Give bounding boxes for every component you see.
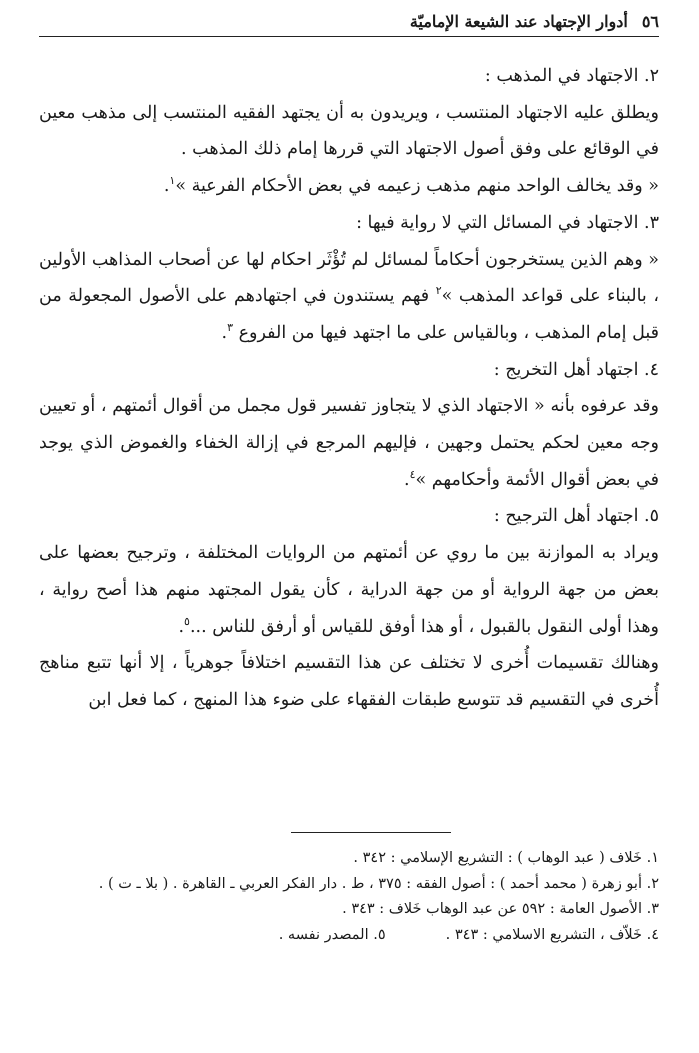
page-header bbox=[39, 8, 659, 34]
punctuation: . bbox=[163, 176, 170, 197]
quote-text: « وقد يخالف الواحد منهم مذهب زعيمه في بعض الأحكام الفرعية » bbox=[175, 176, 659, 197]
punctuation: . bbox=[221, 322, 228, 343]
footnote-ref: ٤ bbox=[409, 467, 416, 481]
footnote-ref: ٣ bbox=[227, 321, 234, 335]
footnote-row bbox=[39, 923, 659, 949]
footnote-ref: ٥ bbox=[184, 614, 190, 628]
footnote-ref: ٢ bbox=[435, 284, 442, 298]
paragraph: وهنالك تقسيمات أُخرى لا تختلف عن هذا التقسيم اختلافاً جوهرياً ، إلا أنها تتبع مناهج أُخرى في التقسيم قد تتوسع طبقات الفقهاء على ضوء هذا المنهج ، كما فعل ابن bbox=[39, 653, 659, 710]
paragraph-continuation: فهم يستندون في اجتهادهم على الأصول المجعولة من قبل إمام المذهب ، وبالقياس على ما اجتهد فيها من الفروع bbox=[39, 286, 659, 343]
paragraph-text: ويراد به الموازنة بين ما روي عن أئمتهم من الروايات المختلفة ، وترجيح بعضها على بعض من جهة الرواية أو من جهة الدراية ، كأن يقول المجتهد منهم هذا أصح رواية ، وهذا أولى النقول بالقبول ، أو هذا أوفق للقياس أو أرفق للناس ... bbox=[39, 543, 659, 637]
paragraph: ويطلق عليه الاجتهاد المنتسب ، ويريدون به أن يجتهد الفقيه المنتسب إلى مذهب معين في الوقائع على وفق أصول الاجتهاد التي قررها إمام ذلك المذهب . bbox=[39, 102, 659, 160]
footnotes bbox=[39, 846, 659, 948]
footnote-5: ٥. المصدر نفسه . bbox=[278, 926, 386, 943]
paragraph bbox=[39, 535, 659, 645]
footnote-1: ١. خَلاف ( عبد الوهاب ) : التشريع الإسلامي : ٣٤٢ . bbox=[353, 850, 659, 866]
quote-paragraph bbox=[39, 168, 659, 205]
quote-paragraph bbox=[39, 242, 659, 352]
page-number: ٥٦ bbox=[641, 11, 659, 31]
footnote-3: ٣. الأصول العامة : ٥٩٢ عن عبد الوهاب خَلاف : ٣٤٣ . bbox=[342, 901, 659, 917]
section-heading-2: ٢. الاجتهاد في المذهب : bbox=[484, 66, 659, 86]
section-heading-5: ٥. اجتهاد أهل الترجيح : bbox=[493, 506, 659, 527]
footnote-divider bbox=[291, 832, 451, 833]
punctuation: . bbox=[178, 616, 185, 637]
paragraph-text: وقد عرفوه بأنه « الاجتهاد الذي لا يتجاوز تفسير قول مجمل من أقوال أئمتهم ، أو تعيين وجه معين لحكم يحتمل وجهين ، فإليهم المرجع في إزالة الخفاء والغموض الذي يوجد في بعض أقوال الأئمة وأحكامهم » bbox=[39, 396, 659, 490]
quote-text: « وهم الذين يستخرجون أحكاماً لمسائل لم تُؤْثَر احكام لها عن أصحاب المذاهب الأولين ، بالبناء على قواعد المذهب » bbox=[39, 249, 659, 307]
main-text bbox=[39, 58, 659, 719]
running-title: أدوار الإجتهاد عند الشيعة الإماميّة bbox=[409, 11, 628, 31]
section-heading-4: ٤. اجتهاد أهل التخريج : bbox=[493, 359, 659, 380]
footnote-2: ٢. أبو زهرة ( محمد أحمد ) : أصول الفقه : ٣٧٥ ، ط . دار الفكر العربي ـ القاهرة . ( بلا ـ ت ) . bbox=[98, 875, 659, 892]
section-heading-3: ٣. الاجتهاد في المسائل التي لا رواية فيها : bbox=[356, 212, 659, 233]
punctuation: . bbox=[404, 469, 410, 490]
footnote-4: ٤. خَلاّف ، التشريع الاسلامي : ٣٤٣ . bbox=[445, 926, 659, 943]
header-divider bbox=[39, 36, 659, 37]
footnote-ref: ١ bbox=[169, 174, 176, 188]
paragraph bbox=[39, 388, 659, 498]
